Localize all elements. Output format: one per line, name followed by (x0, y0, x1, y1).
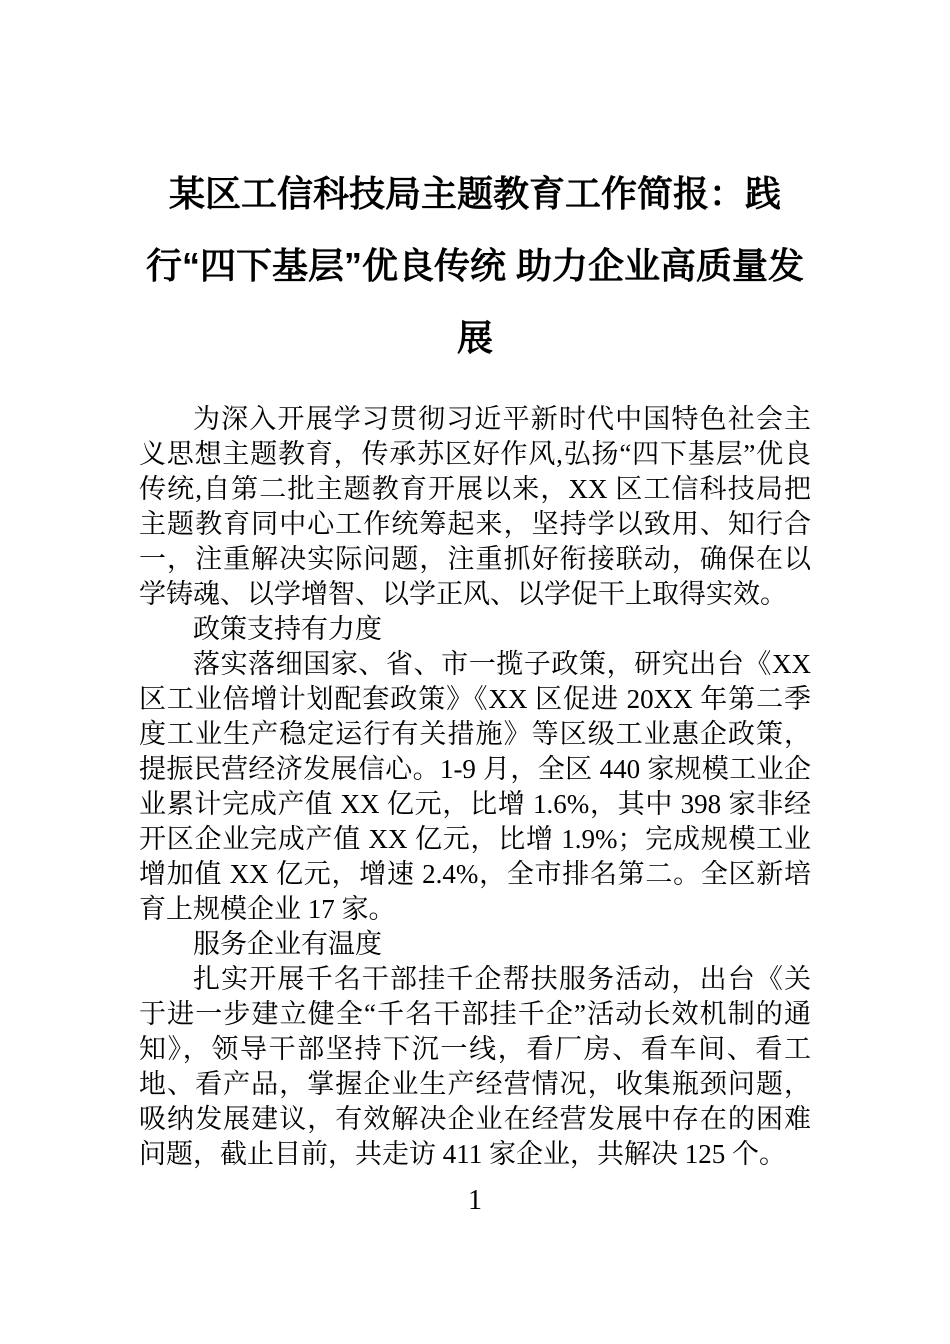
document-body (139, 402, 811, 1172)
document-title: 某区工信科技局主题教育工作简报：践行“四下基层”优良传统 助力企业高质量发展 (145, 173, 804, 358)
section-heading: 服务企业有温度 (193, 929, 382, 959)
body-paragraph: 为深入开展学习贯彻习近平新时代中国特色社会主义思想主题教育，传承苏区好作风,弘扬“四下基层”优良传统,自第二批主题教育开展以来，XX 区工信科技局把主题教育同中心工作统筹起来，坚持学以致用、知行合一，注重解决实际问题，注重抓好衔接联动，确保在以学铸魂、以学增智、以学正风、以学促干上取得实效。 (139, 404, 811, 609)
section-heading: 政策支持有力度 (193, 614, 382, 644)
body-paragraph: 扎实开展千名干部挂千企帮扶服务活动，出台《关于进一步建立健全“千名干部挂千企”活动长效机制的通知》，领导干部坚持下沉一线，看厂房、看车间、看工地、看产品，掌握企业生产经营情况，收集瓶颈问题，吸纳发展建议，有效解决企业在经营发展中存在的困难问题，截止目前，共走访 411 家企业，共解决 125 个。 (139, 964, 811, 1169)
body-paragraph: 落实落细国家、省、市一揽子政策，研究出台《XX 区工业倍增计划配套政策》《XX 区促进 20XX 年第二季度工业生产稳定运行有关措施》等区级工业惠企政策，提振民营经济发展信心。1-9 月，全区 440 家规模工业企业累计完成产值 XX 亿元，比增 1.6%，其中 398 家非经开区企业完成产值 XX 亿元，比增 1.9%；完成规模工业增加值 XX 亿元，增速 2.4%，全市排名第二。全区新培育上规模企业 17 家。 (139, 649, 811, 924)
page-number: 1 (468, 1185, 482, 1216)
